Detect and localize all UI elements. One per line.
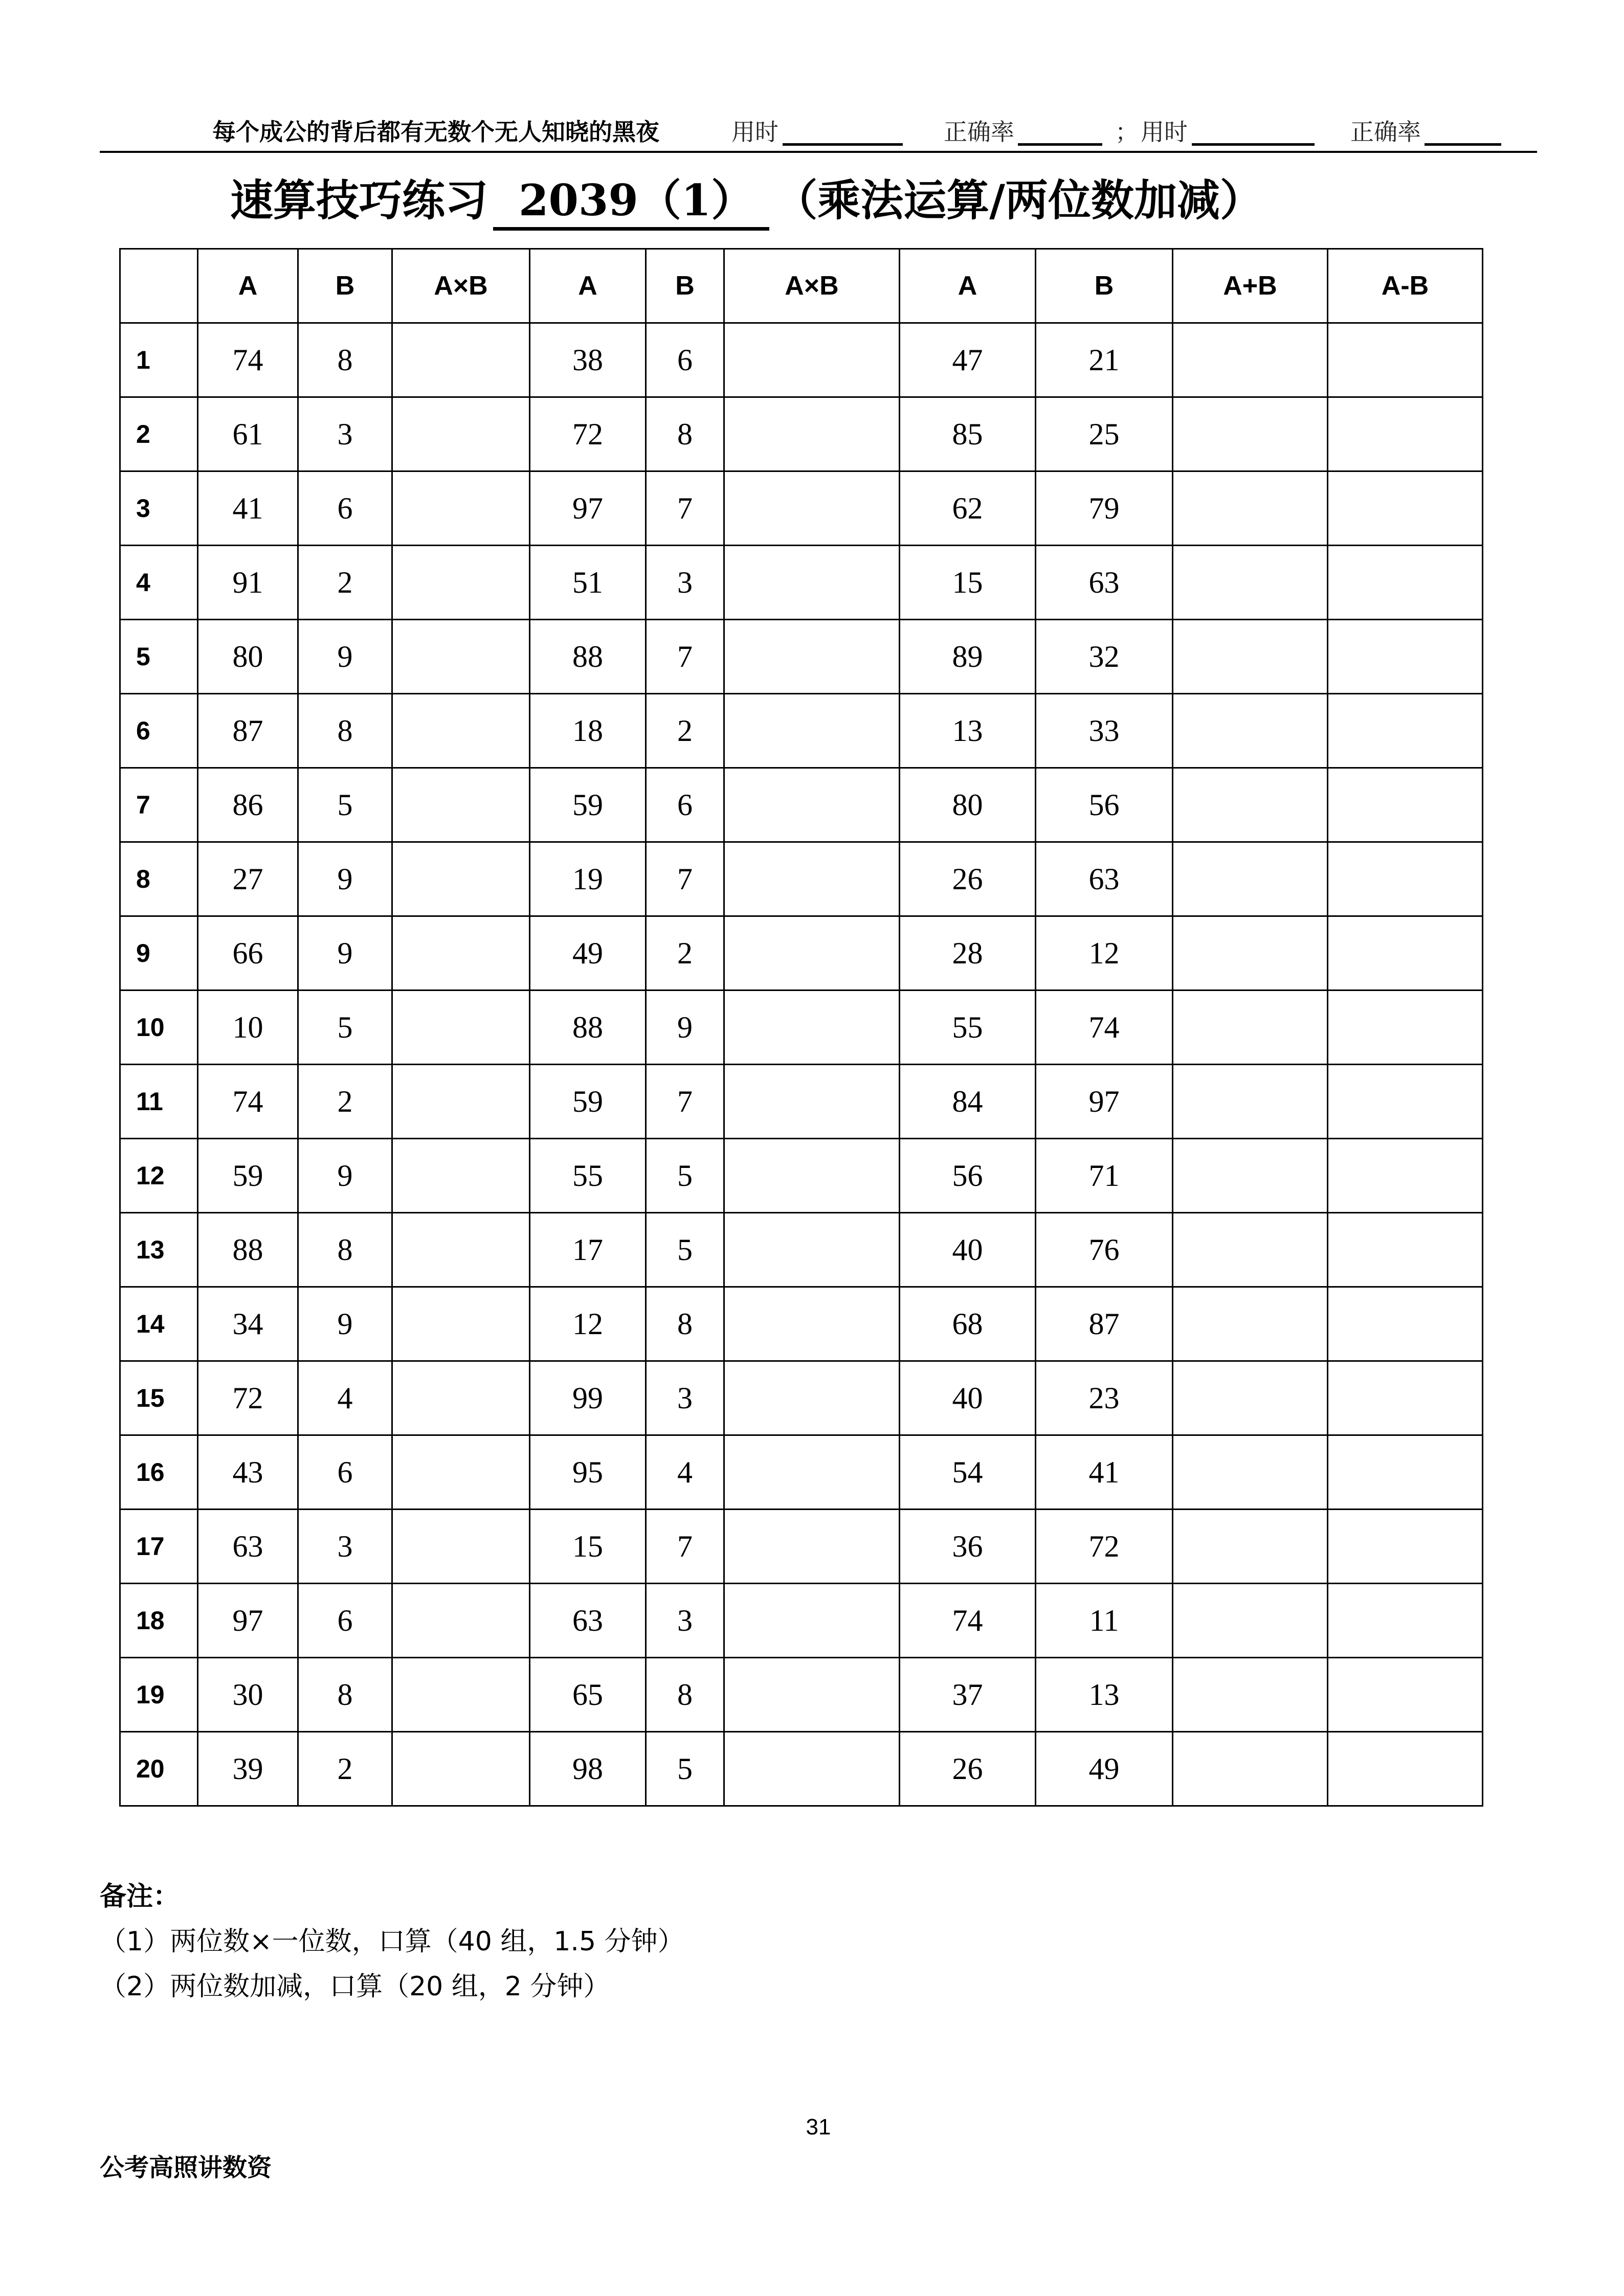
value-a-cell: 59	[198, 1139, 298, 1213]
value-b-cell: 4	[646, 1435, 724, 1510]
value-b-cell: 72	[1036, 1510, 1173, 1584]
answer-product-cell[interactable]	[392, 842, 530, 916]
value-b-cell: 9	[298, 916, 392, 991]
answer-product-cell[interactable]	[724, 471, 900, 546]
value-a-cell: 41	[198, 471, 298, 546]
value-b-cell: 2	[298, 1732, 392, 1806]
value-b-cell: 8	[646, 1287, 724, 1361]
value-b-cell: 9	[646, 991, 724, 1065]
value-a-cell: 56	[900, 1139, 1036, 1213]
value-a-cell: 85	[900, 397, 1036, 471]
value-b-cell: 7	[646, 1065, 724, 1139]
value-b-cell: 49	[1036, 1732, 1173, 1806]
answer-product-cell[interactable]	[724, 620, 900, 694]
table-header-row	[120, 249, 1483, 323]
answer-sum-cell[interactable]	[1173, 471, 1328, 546]
table-row	[120, 842, 1483, 916]
answer-sum-cell[interactable]	[1173, 842, 1328, 916]
table-row	[120, 916, 1483, 991]
answer-product-cell[interactable]	[724, 1065, 900, 1139]
value-b-cell: 11	[1036, 1584, 1173, 1658]
table-row	[120, 323, 1483, 397]
value-b-cell: 2	[646, 694, 724, 768]
value-a-cell: 95	[530, 1435, 646, 1510]
column-header-col-a: A	[900, 249, 1036, 323]
answer-product-cell[interactable]	[392, 1435, 530, 1510]
value-b-cell: 8	[298, 1213, 392, 1287]
table-row	[120, 694, 1483, 768]
value-a-cell: 63	[198, 1510, 298, 1584]
value-a-cell: 34	[198, 1287, 298, 1361]
accuracy-label-1: 正确率	[944, 118, 1014, 146]
notes-section	[100, 1874, 684, 2009]
table-row	[120, 1732, 1483, 1806]
value-a-cell: 37	[900, 1658, 1036, 1732]
column-header-col-a-plus-b: A+B	[1173, 249, 1328, 323]
table-row	[120, 1065, 1483, 1139]
value-b-cell: 2	[646, 916, 724, 991]
answer-product-cell[interactable]	[724, 1584, 900, 1658]
value-a-cell: 13	[900, 694, 1036, 768]
answer-product-cell[interactable]	[724, 1510, 900, 1584]
table-row	[120, 546, 1483, 620]
value-b-cell: 7	[646, 842, 724, 916]
table-row	[120, 1658, 1483, 1732]
value-b-cell: 79	[1036, 471, 1173, 546]
column-header-col-a-minus-b: A-B	[1328, 249, 1483, 323]
value-a-cell: 84	[900, 1065, 1036, 1139]
value-a-cell: 55	[530, 1139, 646, 1213]
answer-difference-cell[interactable]	[1328, 1510, 1483, 1584]
table-body	[120, 323, 1483, 1806]
value-b-cell: 6	[298, 1584, 392, 1658]
value-b-cell: 9	[298, 620, 392, 694]
value-b-cell: 56	[1036, 768, 1173, 842]
answer-product-cell[interactable]	[724, 694, 900, 768]
title-main: 速算技巧练习	[230, 175, 488, 226]
answer-difference-cell[interactable]	[1328, 1732, 1483, 1806]
row-index-cell: 14	[120, 1287, 198, 1361]
drill-table	[119, 248, 1483, 1807]
table-row	[120, 620, 1483, 694]
value-a-cell: 88	[198, 1213, 298, 1287]
answer-sum-cell[interactable]	[1173, 1658, 1328, 1732]
answer-product-cell[interactable]	[724, 1287, 900, 1361]
page-header	[100, 111, 1542, 152]
value-a-cell: 99	[530, 1361, 646, 1435]
value-b-cell: 76	[1036, 1213, 1173, 1287]
value-a-cell: 87	[198, 694, 298, 768]
answer-product-cell[interactable]	[724, 1658, 900, 1732]
value-b-cell: 71	[1036, 1139, 1173, 1213]
answer-product-cell[interactable]	[392, 397, 530, 471]
answer-difference-cell[interactable]	[1328, 323, 1483, 397]
column-header-col-axb: A×B	[392, 249, 530, 323]
answer-difference-cell[interactable]	[1328, 842, 1483, 916]
answer-difference-cell[interactable]	[1328, 1139, 1483, 1213]
value-a-cell: 27	[198, 842, 298, 916]
answer-sum-cell[interactable]	[1173, 694, 1328, 768]
table-row	[120, 1287, 1483, 1361]
row-index-cell: 17	[120, 1510, 198, 1584]
value-b-cell: 9	[298, 1139, 392, 1213]
row-index-cell: 9	[120, 916, 198, 991]
row-index-cell: 6	[120, 694, 198, 768]
column-header-col-a: A	[530, 249, 646, 323]
answer-product-cell[interactable]	[392, 694, 530, 768]
time-label-2: 用时	[1141, 118, 1188, 146]
row-index-cell: 5	[120, 620, 198, 694]
value-a-cell: 10	[198, 991, 298, 1065]
value-b-cell: 87	[1036, 1287, 1173, 1361]
answer-sum-cell[interactable]	[1173, 1361, 1328, 1435]
column-header-col-b: B	[646, 249, 724, 323]
answer-product-cell[interactable]	[392, 1065, 530, 1139]
value-b-cell: 8	[298, 1658, 392, 1732]
answer-difference-cell[interactable]	[1328, 1287, 1483, 1361]
value-b-cell: 7	[646, 471, 724, 546]
value-a-cell: 63	[530, 1584, 646, 1658]
value-a-cell: 26	[900, 842, 1036, 916]
answer-sum-cell[interactable]	[1173, 991, 1328, 1065]
row-index-cell: 7	[120, 768, 198, 842]
value-b-cell: 2	[298, 1065, 392, 1139]
table-row	[120, 397, 1483, 471]
value-a-cell: 88	[530, 620, 646, 694]
answer-sum-cell[interactable]	[1173, 916, 1328, 991]
value-b-cell: 9	[298, 1287, 392, 1361]
header-motto: 每个成公的背后都有无数个无人知晓的黑夜	[212, 118, 659, 146]
value-a-cell: 80	[900, 768, 1036, 842]
time-blank-1[interactable]	[783, 143, 903, 146]
answer-difference-cell[interactable]	[1328, 694, 1483, 768]
value-b-cell: 63	[1036, 546, 1173, 620]
value-b-cell: 6	[646, 768, 724, 842]
value-a-cell: 30	[198, 1658, 298, 1732]
row-index-cell: 4	[120, 546, 198, 620]
answer-product-cell[interactable]	[724, 323, 900, 397]
answer-difference-cell[interactable]	[1328, 1065, 1483, 1139]
answer-sum-cell[interactable]	[1173, 1213, 1328, 1287]
value-a-cell: 80	[198, 620, 298, 694]
value-b-cell: 9	[298, 842, 392, 916]
value-b-cell: 8	[298, 323, 392, 397]
answer-product-cell[interactable]	[724, 546, 900, 620]
row-index-cell: 19	[120, 1658, 198, 1732]
time-label-1: 用时	[731, 118, 778, 146]
table-row	[120, 1510, 1483, 1584]
answer-product-cell[interactable]	[392, 1732, 530, 1806]
value-b-cell: 74	[1036, 991, 1173, 1065]
answer-sum-cell[interactable]	[1173, 1287, 1328, 1361]
row-index-cell: 12	[120, 1139, 198, 1213]
answer-sum-cell[interactable]	[1173, 1139, 1328, 1213]
column-header-col-b: B	[298, 249, 392, 323]
answer-difference-cell[interactable]	[1328, 546, 1483, 620]
answer-sum-cell[interactable]	[1173, 546, 1328, 620]
value-b-cell: 33	[1036, 694, 1173, 768]
answer-product-cell[interactable]	[724, 1435, 900, 1510]
answer-sum-cell[interactable]	[1173, 1510, 1328, 1584]
answer-difference-cell[interactable]	[1328, 916, 1483, 991]
answer-sum-cell[interactable]	[1173, 1732, 1328, 1806]
answer-difference-cell[interactable]	[1328, 620, 1483, 694]
time-blank-2[interactable]	[1192, 143, 1315, 146]
answer-sum-cell[interactable]	[1173, 1065, 1328, 1139]
column-header-col-b: B	[1036, 249, 1173, 323]
answer-difference-cell[interactable]	[1328, 1361, 1483, 1435]
table-row	[120, 1361, 1483, 1435]
value-a-cell: 15	[900, 546, 1036, 620]
value-b-cell: 3	[646, 546, 724, 620]
answer-product-cell[interactable]	[724, 768, 900, 842]
table-row	[120, 1213, 1483, 1287]
table-row	[120, 991, 1483, 1065]
answer-product-cell[interactable]	[392, 471, 530, 546]
value-a-cell: 39	[198, 1732, 298, 1806]
answer-difference-cell[interactable]	[1328, 471, 1483, 546]
column-header-col-a: A	[198, 249, 298, 323]
value-a-cell: 72	[198, 1361, 298, 1435]
value-a-cell: 65	[530, 1658, 646, 1732]
value-a-cell: 91	[198, 546, 298, 620]
column-header-col-axb: A×B	[724, 249, 900, 323]
row-index-cell: 13	[120, 1213, 198, 1287]
answer-sum-cell[interactable]	[1173, 1584, 1328, 1658]
value-a-cell: 86	[198, 768, 298, 842]
value-a-cell: 19	[530, 842, 646, 916]
accuracy-blank-2[interactable]	[1425, 143, 1501, 146]
note-item: （1）两位数×一位数，口算（40 组，1.5 分钟）	[100, 1926, 684, 1957]
value-b-cell: 2	[298, 546, 392, 620]
row-index-cell: 15	[120, 1361, 198, 1435]
page-title	[230, 170, 1534, 231]
value-a-cell: 43	[198, 1435, 298, 1510]
footer-source: 公考高照讲数资	[100, 2153, 272, 2182]
value-b-cell: 41	[1036, 1435, 1173, 1510]
value-a-cell: 74	[198, 323, 298, 397]
value-a-cell: 89	[900, 620, 1036, 694]
answer-product-cell[interactable]	[724, 1213, 900, 1287]
value-a-cell: 59	[530, 1065, 646, 1139]
value-b-cell: 25	[1036, 397, 1173, 471]
value-a-cell: 98	[530, 1732, 646, 1806]
row-index-cell: 2	[120, 397, 198, 471]
answer-product-cell[interactable]	[392, 546, 530, 620]
row-index-cell: 1	[120, 323, 198, 397]
value-b-cell: 7	[646, 1510, 724, 1584]
value-a-cell: 72	[530, 397, 646, 471]
header-divider	[100, 151, 1537, 153]
page-number: 31	[806, 2114, 831, 2140]
row-index-cell: 16	[120, 1435, 198, 1510]
answer-product-cell[interactable]	[724, 1139, 900, 1213]
value-b-cell: 3	[298, 397, 392, 471]
answer-difference-cell[interactable]	[1328, 1435, 1483, 1510]
answer-product-cell[interactable]	[392, 916, 530, 991]
answer-product-cell[interactable]	[724, 916, 900, 991]
answer-sum-cell[interactable]	[1173, 323, 1328, 397]
value-a-cell: 47	[900, 323, 1036, 397]
notes-title: 备注：	[100, 1881, 180, 1912]
value-b-cell: 3	[298, 1510, 392, 1584]
value-b-cell: 8	[646, 1658, 724, 1732]
value-a-cell: 17	[530, 1213, 646, 1287]
answer-product-cell[interactable]	[724, 1732, 900, 1806]
value-a-cell: 12	[530, 1287, 646, 1361]
answer-product-cell[interactable]	[392, 1584, 530, 1658]
answer-product-cell[interactable]	[392, 1139, 530, 1213]
note-item: （2）两位数加减，口算（20 组，2 分钟）	[100, 1971, 610, 2002]
value-a-cell: 54	[900, 1435, 1036, 1510]
answer-product-cell[interactable]	[724, 842, 900, 916]
answer-product-cell[interactable]	[392, 1213, 530, 1287]
answer-product-cell[interactable]	[724, 397, 900, 471]
value-b-cell: 8	[646, 397, 724, 471]
answer-sum-cell[interactable]	[1173, 397, 1328, 471]
title-subtitle: （乘法运算/两位数加减）	[774, 175, 1263, 226]
value-a-cell: 40	[900, 1213, 1036, 1287]
table-row	[120, 768, 1483, 842]
answer-difference-cell[interactable]	[1328, 1213, 1483, 1287]
header-separator: ；	[1115, 118, 1139, 146]
answer-sum-cell[interactable]	[1173, 620, 1328, 694]
row-index-cell: 10	[120, 991, 198, 1065]
value-b-cell: 97	[1036, 1065, 1173, 1139]
value-b-cell: 8	[298, 694, 392, 768]
answer-difference-cell[interactable]	[1328, 1584, 1483, 1658]
answer-product-cell[interactable]	[392, 991, 530, 1065]
value-a-cell: 66	[198, 916, 298, 991]
answer-product-cell[interactable]	[392, 1361, 530, 1435]
value-a-cell: 28	[900, 916, 1036, 991]
value-b-cell: 5	[646, 1139, 724, 1213]
answer-product-cell[interactable]	[392, 323, 530, 397]
value-a-cell: 61	[198, 397, 298, 471]
answer-sum-cell[interactable]	[1173, 768, 1328, 842]
answer-difference-cell[interactable]	[1328, 397, 1483, 471]
value-b-cell: 13	[1036, 1658, 1173, 1732]
value-b-cell: 5	[298, 768, 392, 842]
value-b-cell: 3	[646, 1584, 724, 1658]
answer-product-cell[interactable]	[392, 1287, 530, 1361]
row-index-cell: 18	[120, 1584, 198, 1658]
value-b-cell: 6	[646, 323, 724, 397]
value-b-cell: 6	[298, 471, 392, 546]
value-b-cell: 63	[1036, 842, 1173, 916]
title-code: 2039（1）	[493, 174, 769, 231]
answer-difference-cell[interactable]	[1328, 1658, 1483, 1732]
value-b-cell: 4	[298, 1361, 392, 1435]
value-b-cell: 12	[1036, 916, 1173, 991]
value-b-cell: 5	[298, 991, 392, 1065]
value-b-cell: 5	[646, 1732, 724, 1806]
value-a-cell: 55	[900, 991, 1036, 1065]
answer-difference-cell[interactable]	[1328, 768, 1483, 842]
value-a-cell: 15	[530, 1510, 646, 1584]
value-a-cell: 88	[530, 991, 646, 1065]
value-b-cell: 7	[646, 620, 724, 694]
value-b-cell: 3	[646, 1361, 724, 1435]
value-a-cell: 74	[900, 1584, 1036, 1658]
value-b-cell: 23	[1036, 1361, 1173, 1435]
table-row	[120, 1584, 1483, 1658]
answer-product-cell[interactable]	[724, 1361, 900, 1435]
row-index-cell: 3	[120, 471, 198, 546]
value-b-cell: 5	[646, 1213, 724, 1287]
row-index-cell: 11	[120, 1065, 198, 1139]
accuracy-blank-1[interactable]	[1018, 143, 1102, 146]
answer-product-cell[interactable]	[392, 1510, 530, 1584]
value-b-cell: 32	[1036, 620, 1173, 694]
table-row	[120, 1435, 1483, 1510]
answer-product-cell[interactable]	[724, 991, 900, 1065]
table-row	[120, 1139, 1483, 1213]
value-a-cell: 38	[530, 323, 646, 397]
value-a-cell: 36	[900, 1510, 1036, 1584]
value-a-cell: 49	[530, 916, 646, 991]
answer-product-cell[interactable]	[392, 768, 530, 842]
row-index-cell: 20	[120, 1732, 198, 1806]
answer-sum-cell[interactable]	[1173, 1435, 1328, 1510]
value-a-cell: 74	[198, 1065, 298, 1139]
value-a-cell: 97	[530, 471, 646, 546]
value-a-cell: 68	[900, 1287, 1036, 1361]
accuracy-label-2: 正确率	[1350, 118, 1421, 146]
value-a-cell: 26	[900, 1732, 1036, 1806]
answer-product-cell[interactable]	[392, 620, 530, 694]
row-index-cell: 8	[120, 842, 198, 916]
value-a-cell: 51	[530, 546, 646, 620]
answer-difference-cell[interactable]	[1328, 991, 1483, 1065]
value-a-cell: 59	[530, 768, 646, 842]
answer-product-cell[interactable]	[392, 1658, 530, 1732]
value-a-cell: 62	[900, 471, 1036, 546]
column-header-corner	[120, 249, 198, 323]
value-a-cell: 18	[530, 694, 646, 768]
value-a-cell: 97	[198, 1584, 298, 1658]
value-b-cell: 6	[298, 1435, 392, 1510]
table-row	[120, 471, 1483, 546]
value-a-cell: 40	[900, 1361, 1036, 1435]
value-b-cell: 21	[1036, 323, 1173, 397]
